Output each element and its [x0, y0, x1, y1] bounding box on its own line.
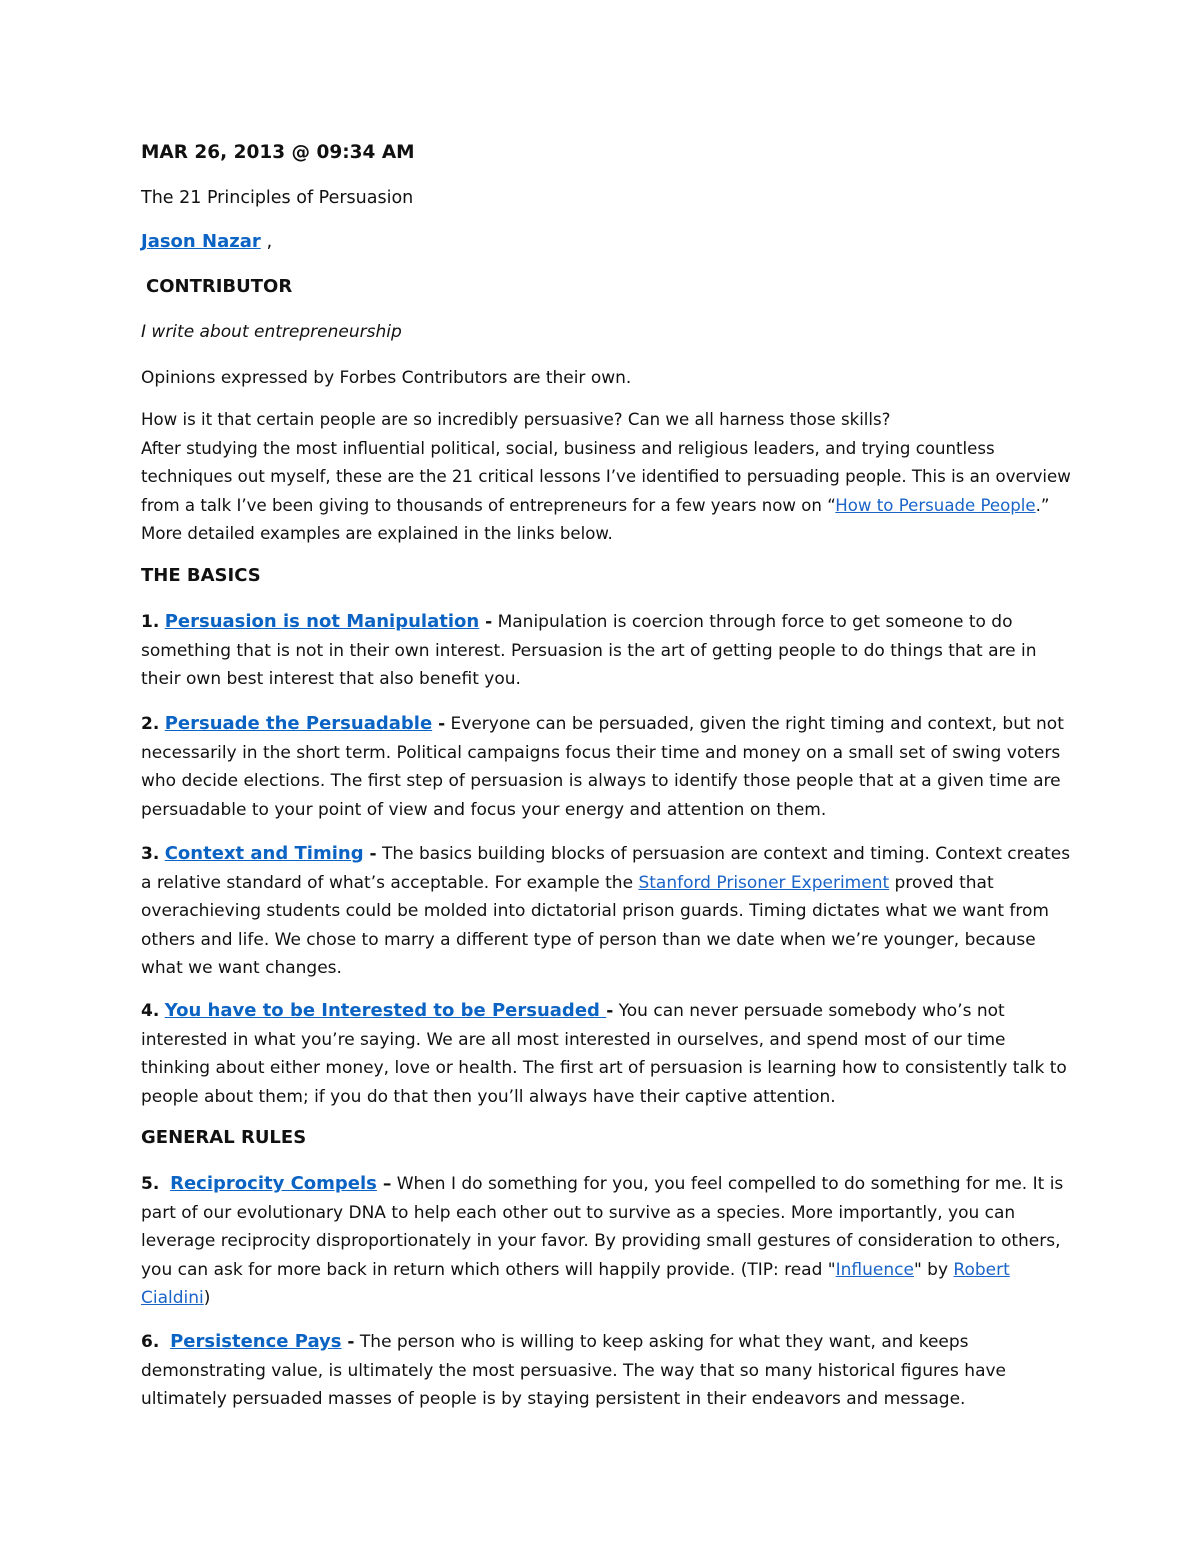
principle-title-link[interactable]: Persuade the Persuadable — [164, 713, 433, 734]
principle-title-link[interactable]: You have to be Interested to be Persuaded — [164, 1000, 607, 1021]
principle-1 — [141, 608, 1071, 694]
principle-number: 1. — [141, 612, 160, 632]
principle-text: The person who is willing to keep asking for what they want, and keeps demonstrating value, is ultimately the most persuasive. The way that so many historical figures have ultimately persuaded masses of people is by staying persistent in their endeavors and message. — [141, 1332, 1007, 1410]
stanford-experiment-link[interactable]: Stanford Prisoner Experiment — [638, 872, 890, 893]
article-date: MAR 26, 2013 @ 09:34 AM — [141, 142, 415, 163]
principle-text-cont: proved that overachieving students could be molded into dictatorial prison guards. Timing dictates what we want from others and life. We chose to marry a different type of person than we date when we’re younger, because what we want changes. — [141, 872, 1049, 979]
principle-number: 6. — [141, 1332, 160, 1352]
principle-text-end: ) — [203, 1288, 211, 1309]
principle-6 — [141, 1328, 1071, 1414]
author-suffix: , — [260, 231, 273, 252]
principle-text: Everyone can be persuaded, given the right timing and context, but not necessarily in the short term. Political campaigns focus their time and money on a small set of swing voters who decide elections. The first step of persuasion is always to identify those people that at a given time are persuadable to your point of view and focus your energy and attention on them. — [141, 714, 1064, 820]
cialdini-link[interactable]: Robert Cialdini — [141, 1259, 1010, 1309]
intro-text-end: .” More detailed examples are explained in the links below. — [141, 495, 1050, 544]
principle-title-link[interactable]: Context and Timing — [164, 843, 364, 864]
principle-dash: – — [376, 1174, 392, 1194]
principle-number: 2. — [141, 714, 160, 734]
section-heading-basics: THE BASICS — [141, 565, 261, 586]
principle-3 — [141, 840, 1071, 983]
author-link[interactable]: Jason Nazar — [141, 231, 261, 252]
contributor-label: CONTRIBUTOR — [146, 276, 293, 297]
principle-dash: - — [606, 1001, 614, 1021]
principle-dash: - — [479, 612, 493, 632]
principle-text-cont: " by — [913, 1259, 954, 1280]
principle-4 — [141, 997, 1071, 1111]
principle-dash: - — [432, 714, 446, 734]
intro-question: How is it that certain people are so incredibly persuasive? Can we all harness those skills? — [141, 410, 891, 429]
principle-5 — [141, 1170, 1071, 1313]
author-tagline: I write about entrepreneurship — [141, 322, 402, 342]
author-line — [141, 231, 1071, 252]
principle-title-link[interactable]: Reciprocity Compels — [170, 1173, 377, 1194]
intro-paragraph — [141, 406, 1071, 549]
section-heading-general: GENERAL RULES — [141, 1127, 307, 1148]
principle-title-link[interactable]: Persistence Pays — [170, 1331, 342, 1352]
principle-text: The basics building blocks of persuasion are context and timing. Context creates a relative standard of what’s acceptable. For example the — [141, 844, 1071, 893]
principle-dash: - — [341, 1332, 355, 1352]
principle-number: 4. — [141, 1001, 160, 1021]
influence-book-link[interactable]: Influence — [835, 1259, 914, 1280]
principle-2 — [141, 710, 1071, 824]
how-to-persuade-link[interactable]: How to Persuade People — [835, 495, 1036, 515]
principle-text: Manipulation is coercion through force to get someone to do something that is not in their own interest. Persuasion is the art of getting people to do things that are in their own best interest that also benefit you. — [141, 612, 1037, 690]
principle-dash: - — [363, 844, 377, 864]
principle-text: When I do something for you, you feel compelled to do something for me. It is part of our evolutionary DNA to help each other out to survive as a species. More importantly, you can leverage reciprocity disproportionately in your favor. By providing small gestures of consideration to others, you can ask for more back in return which others will happily provide. (TIP: read " — [141, 1174, 1064, 1280]
principle-text: You can never persuade somebody who’s not interested in what you’re saying. We are all most interested in ourselves, and spend most of our time thinking about either money, love or health. The first art of persuasion is learning how to consistently talk to people about them; if you do that then you’ll always have their captive attention. — [141, 1001, 1067, 1107]
disclaimer: Opinions expressed by Forbes Contributors are their own. — [141, 368, 632, 388]
principle-number: 3. — [141, 844, 160, 864]
intro-text: After studying the most influential political, social, business and religious leaders, and trying countless techniques out myself, these are the 21 critical lessons I’ve identified to persuading people. This is an overview from a talk I’ve been giving to thousands of entrepreneurs for a few years now on “ — [141, 438, 1071, 515]
principle-number: 5. — [141, 1174, 160, 1194]
principle-title-link[interactable]: Persuasion is not Manipulation — [164, 611, 480, 632]
article-title: The 21 Principles of Persuasion — [141, 188, 414, 208]
